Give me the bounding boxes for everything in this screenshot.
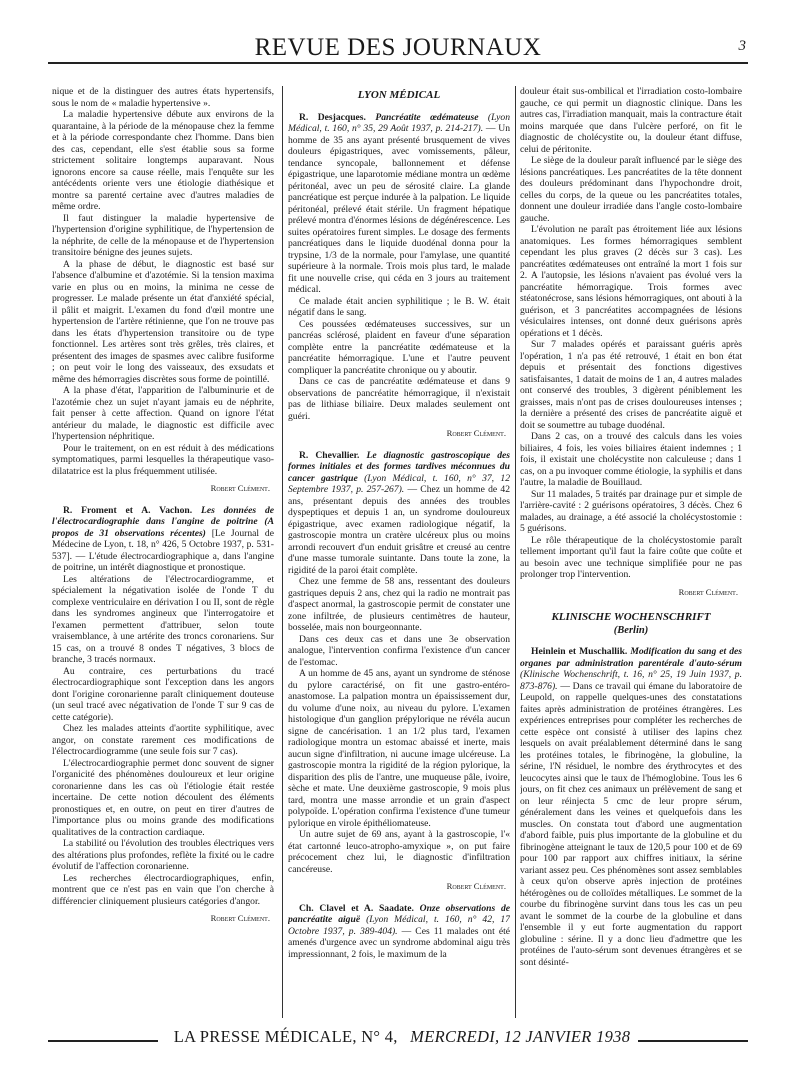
article-source: (Klinische Wochenschrift, t. 16, n° 25, 19 Juin 1937, p. 873-876).	[520, 669, 742, 692]
article-title: Les données de l'électrocardiographie dans l'angine de poitrine (A propos de 31 observations récentes)	[52, 504, 274, 539]
paragraph: La stabilité ou l'évolution des troubles électriques vers des altérations plus profondes, reflète la fixité ou le cadre évolutif de l'affection coronarienne.	[52, 838, 274, 872]
paragraph: Sur 7 malades opérés et paraissant guéris après l'opération, 1 n'a pas été retrouvé, 1 était en bon état depuis et présentait des fonctions digestives satisfaisantes, 1 datait de moins de 1 an, 4 autres malades ont conservé des troubles, 3 digèrent péniblement les graisses, mais n'ont pas de crises douloureuses intenses ; la dernière a présenté des crises de pancréatite aiguë et doit se soumettre au tubage duodénal.	[520, 339, 742, 431]
paragraph: Les altérations de l'électrocardiogramme, et spécialement la négativation isolée de l'onde T du complexe ventriculaire en dérivation I ou II, sont de règle dans les syndromes angineux que l'interrogatoire et l'examen permettent d'attribuer, selon toute vraisemblance, à une artérite des troncs coronariens. Sur 15 cas, on a trouvé 8 ondes T négatives, 3 blocs de branche, 3 tracés normaux.	[52, 573, 274, 665]
article-body	[52, 574, 274, 908]
column-right	[520, 86, 742, 1026]
paragraph: Le rôle thérapeutique de la cholécystostomie paraît tellement important qu'il faut la faire coûte que coûte et au besoin avec une technique simplifiée pour ne pas prolonger trop l'intervention.	[520, 534, 742, 580]
article-authors: Heinlein et Muschallik.	[531, 646, 628, 657]
article-heading	[520, 646, 742, 968]
article-lead: — L'étude électrocardiographique a, dans l'angine de poitrine, un intérêt diagnostique et pronostique.	[52, 550, 274, 573]
paragraph: Sur 11 malades, 5 traités par drainage pur et simple de l'arrière-cavité : 2 guérisons opératoires, 3 décès. Chez 6 malades, au drainage, a été associé la cholécystostomie : 5 guérisons.	[520, 488, 742, 534]
footer-publication: LA PRESSE MÉDICALE, N° 4,	[166, 1027, 406, 1046]
journal-title: REVUE DES JOURNAUX	[254, 34, 542, 61]
article-continuation: douleur était sus-ombilical et l'irradiation costo-lombaire gauche, ce qui permit un diagnostic clinique. Dans les autres cas, l'irradiation manquait, mais la contracture était moins marquée que dans l'ulcère perforé, on fit le diagnostic de cholécystite ou, la douleur étant diffuse, celui de péritonite.	[520, 86, 742, 155]
article-heading	[52, 505, 274, 574]
article-body	[288, 296, 510, 423]
article-authors: R. Desjacques.	[299, 111, 366, 123]
page-footer	[48, 1024, 748, 1054]
section-subtitle: (Berlin)	[613, 624, 649, 636]
article-body	[520, 155, 742, 581]
article-title: Modification du sang et des organes par administration parentérale d'auto-sérum	[520, 646, 742, 669]
paragraph: Dans ces deux cas et dans une 3e observation analogue, l'intervention confirma l'existence d'un cancer de l'estomac.	[288, 633, 510, 668]
column-middle	[288, 86, 510, 1026]
article-lead: — Un homme de 35 ans ayant présenté brusquement de vives douleurs épigastriques, avec vomissements, pâleur, tendance syncopale, ballonnement et défense épigastrique, une laparotomie médiane montra un œdème péritonéal, avec un peu de sérosité claire. La glande pancréatique est perçue indurée à la palpation. Le liquide péritonéal, prélevé était stérile. Un fragment hépatique prélevé montra d'énormes lésions de dégénérescence. Les suites opératoires furent simples. Le dosage des ferments pancréatiques dans le liquide duodénal donna pour la trypsine, 1/3 de la normale, pour l'amylase, une quantité supérieure à la normale. Trois mois plus tard, le malade fit une nouvelle crise, qui céda en 3 jours au traitement médical.	[288, 123, 510, 295]
paragraph: L'évolution ne paraît pas étroitement liée aux lésions anatomiques. Les formes hémorragiques semblent cependant les plus graves (2 décès sur 3 cas). Les pancréatites œdémateuses ont entraîné la mort 1 fois sur 2. A l'autopsie, les lésions n'avaient pas évolué vers la pancréatite hémorragique. Trois formes avec stéatonécrose, sans lésions hémorragiques, ont abouti à la guérison, et 3 pancréatites accompagnées de lésions vésiculaires intenses, ont donné deux guérisons après opérations et 1 décès.	[520, 224, 742, 339]
article-source: [Le Journal de Médecine de Lyon, t. 18, n° 426, 5 Octobre 1937, p. 531-537].	[52, 527, 274, 562]
header-rule	[48, 62, 748, 64]
article-source: (Lyon Médical, t. 160, n° 37, 12 Septembre 1937, p. 257-267).	[288, 472, 510, 495]
column-divider	[282, 86, 283, 1018]
article-body	[288, 576, 510, 875]
article-title: Onze observations de pancréatite aiguë	[288, 902, 510, 925]
paragraph: A la phase d'état, l'apparition de l'albuminurie et de l'azotémie chez un sujet n'ayant jamais eu de néphrite, fait penser à cette affection. Quand on ignore l'état antérieur du malade, le diagnostic est difficile avec l'hypertension néphritique.	[52, 385, 274, 442]
paragraph: Un autre sujet de 69 ans, ayant à la gastroscopie, l'« état cartonné leuco-atropho-amyxique », on put faire précocement chez lui, le diagnostic d'infiltration cancéreuse.	[288, 829, 510, 875]
paragraph: Chez une femme de 58 ans, ressentant des douleurs gastriques depuis 2 ans, chez qui la radio ne montrait pas d'aspect anormal, la gastroscopie permit de constater une zone infiltrée, de plusieurs centimètres de hauteur, bosselée, mais non bourgeonnante.	[288, 576, 510, 633]
article-heading	[288, 112, 510, 296]
paragraph: Ce malade était ancien syphilitique ; le B. W. était négatif dans le sang.	[288, 295, 510, 318]
column-divider	[515, 86, 516, 1018]
paragraph: Chez les malades atteints d'aortite syphilitique, avec angor, on constate rarement ces modifications de l'électrocardiogramme (une seule fois sur 7 cas).	[52, 723, 274, 757]
footer-text	[48, 1027, 748, 1047]
article-heading	[288, 450, 510, 577]
signature: Robert Clément.	[210, 913, 270, 923]
section-title: LYON MÉDICAL	[357, 89, 441, 101]
paragraph: Ces poussées œdémateuses successives, sur un pancréas sclérosé, plaident en faveur d'une séparation complète entre la pancréatite œdémateuse et la pancréatite hémorragique. L'une et l'autre peuvent compliquer la pancréatite chronique ou y aboutir.	[288, 318, 510, 376]
footer-date: MERCREDI, 12 JANVIER 1938	[410, 1027, 631, 1046]
article-title: Pancréatite œdémateuse	[375, 111, 479, 123]
paragraph: Dans ce cas de pancréatite œdémateuse et dans 9 observations de pancréatite hémorragique, il n'existait pas de lithiase biliaire. Deux malades seulement ont guéri.	[288, 376, 510, 422]
paragraph: Pour le traitement, on en est réduit à des médications symptomatiques, parmi lesquelles la thérapeutique vaso-dilatatrice est la plus fréquemment utilisée.	[52, 442, 274, 477]
signature: Robert Clément.	[446, 881, 506, 891]
signature: Robert Clément.	[678, 586, 738, 597]
article-lead: — Dans ce travail qui émane du laboratoire de Leupold, on rappelle quelques-unes des constatations faites après administration de protéines étrangères. Les expériences entreprises pour compléter les recherches de cette espèce ont consisté à utiliser des lapins chez lesquels on avait préalablement déterminé dans le sang les protéines totales, le fibrinogène, la globuline, la sérine, l'N résiduel, le nombre des érythrocytes et des leucocytes ainsi que le taux de l'hémoglobine. Tous les 6 jours, on fit chez ces animaux un prélèvement de sang et on leur réinjecta 5 cmc de leur propre sérum, généralement dans les veines et quelquefois dans les muscles. On constata tout d'abord une augmentation d'abord faible, puis plus importante de la globuline et du fibrinogène atteignant le taux de 120,5 pour 100 et de 69 pour 100 par rapport aux chiffres initiaux, la sérine variant assez peu. Ces phénomènes sont assez semblables à ceux qu'on observe après injection de protéines hétérogènes ou de colloïdes métalliques. Le sommet de la courbe du fibrinogène survint dans tous les cas un peu avant le sommet de la courbe de la globuline et dans l'ensemble il y eut forte augmentation du rapport globuline : sérine. Il y a donc lieu d'admettre que les protéines de l'auto-sérum sont devenues étrangères et se sont désinté-	[520, 680, 742, 968]
paragraph: La maladie hypertensive débute aux environs de la quarantaine, à la période de la ménopause chez la femme et à la période correspondante chez l'homme. Dans bien des cas, cependant, elle s'est établie sous sa forme strictement solitaire longtemps auparavant. Nous ignorons encore sa cause réelle, mais l'enquête sur les antécédents oriente vers une étiologie diathésique et montre sa parenté certaine avec d'autres maladies de même ordre.	[52, 109, 274, 212]
paragraph: Le siège de la douleur paraît influencé par le siège des lésions pancréatiques. Les pancréatites de la tête donnent des douleurs prédominant dans l'hypochondre droit, celles du corps, de la queue ou les pancréatites totales, donnent une douleur irradiée dans l'angle costo-lombaire gauche.	[520, 155, 742, 224]
article-lead: — Chez un homme de 42 ans, présentant depuis des années des troubles dyspeptiques et depuis 1 an, un syndrome douloureux épigastrique, avec examen radiologique négatif, la gastroscopie montra un cratère ulcéreux plus ou moins arrondi recouvert d'un enduit grisâtre et creusé au centre d'une masse tumorale suintante. Dans toute la zone, la rigidité de la paroi était complète.	[288, 484, 510, 576]
paragraph: Les recherches électrocardiographiques, enfin, montrent que ce n'est pas en vain que l'on cherche à différencier cliniquement plusieurs catégories d'angor.	[52, 872, 274, 907]
article-authors: R. Chevallier.	[299, 449, 360, 461]
signature: Robert Clément.	[446, 428, 506, 438]
article-authors: Ch. Clavel et A. Saadate.	[299, 902, 414, 914]
paragraph: L'électrocardiographie permet donc souvent de signer l'organicité des phénomènes douloureux et leur origine coronarienne dans les cas où l'étiologie était restée incertaine. De cette notion découlent des éléments pronostiques et, en outre, on peut en tirer d'autres de l'importance plus ou moins grande des modifications qualitatives de la contraction cardiaque.	[52, 757, 274, 838]
paragraph: A la phase de début, le diagnostic est basé sur l'absence d'albumine et d'azotémie. Si la tension maxima varie en plus ou en moins, la minima ne cesse de progresser. Le malade présente un état d'anxiété spécial, il pâlit et maigrit. L'examen du fond d'œil montre une hypertension de l'artère rétinienne, que l'on ne trouve pas dans les états d'hypertension transitoire ou de type fonctionnel. Les artères sont très grêles, très claires, et présentent des images de spasmes avec calibre fusiforme ; on peut voir le long des vaisseaux, des exsudats et même des hémorragies discrètes sous forme de pointillé.	[52, 258, 274, 385]
paragraph: A un homme de 45 ans, ayant un syndrome de sténose du pylore caractérisé, on fit une gastro-entéro-anastomose. La palpation montra un épaississement dur, du volume d'une noix, au niveau du pylore. L'examen histologique d'un ganglion prépylorique ne révéla aucun signe de cancérisation. 1 an 1/2 plus tard, l'examen radiologique montra un estomac abaissé et inerte, mais aucun signe d'infiltration, ni aucune image ulcéreuse. La gastroscopie montra la rigidité de la région pylorique, la disparition des plis de l'antre, une muqueuse pâle, ivoire, sèche et mate. Une deuxième gastroscopie, 9 mois plus tard, montra une masse arrondie et un grain d'aspect polypoïde. L'opération confirma l'existence d'une tumeur pylorique en virole épithéliomateuse.	[288, 668, 510, 829]
paragraph: Dans 2 cas, on a trouvé des calculs dans les voies biliaires, 4 fois, les voies biliaires étaient indemnes ; 1 fois, il existait une cholécystite non calculeuse ; dans 1 cas, on a pu invoquer comme étiologie, la syphilis et dans l'autre, la maladie de Bouillaud.	[520, 431, 742, 488]
page-header	[48, 30, 748, 64]
article-authors: R. Froment et A. Vachon.	[63, 504, 193, 516]
article-source: (Lyon Médical, t. 160, n° 35, 29 Août 1937, p. 214-217).	[288, 111, 510, 134]
article-lead: — Ces 11 malades ont été amenés d'urgence avec un syndrome abdominal aigu très impressionnant, 2 fois, le maximum de la	[288, 925, 510, 960]
signature: Robert Clément.	[210, 483, 270, 493]
article-continuation	[52, 86, 274, 477]
paragraph: Au contraire, ces perturbations du tracé électrocardiographique sont l'exception dans les angors dont l'origine coronarienne paraît cliniquement douteuse (un seul tracé avec négativation de l'onde T sur 9 cas de cette catégorie).	[52, 665, 274, 723]
paragraph: Il faut distinguer la maladie hypertensive de l'hypertension d'origine syphilitique, de l'hypertension de la néphrite, de celle de la ménopause et de l'hypertension transitoire bénigne des jeunes sujets.	[52, 212, 274, 258]
article-source: (Lyon Médical, t. 160, n° 42, 17 Octobre 1937, p. 389-404).	[288, 914, 510, 937]
column-left	[52, 86, 274, 1026]
paragraph: nique et de la distinguer des autres états hypertensifs, sous le nom de « maladie hypertensive ».	[52, 86, 274, 109]
section-title: KLINISCHE WOCHENSCHRIFT	[551, 611, 711, 623]
article-heading	[288, 903, 510, 961]
page-number: 3	[738, 38, 746, 54]
article-title: Le diagnostic gastroscopique des formes initiales et des formes tardives méconnues du cancer gastrique	[288, 449, 510, 484]
